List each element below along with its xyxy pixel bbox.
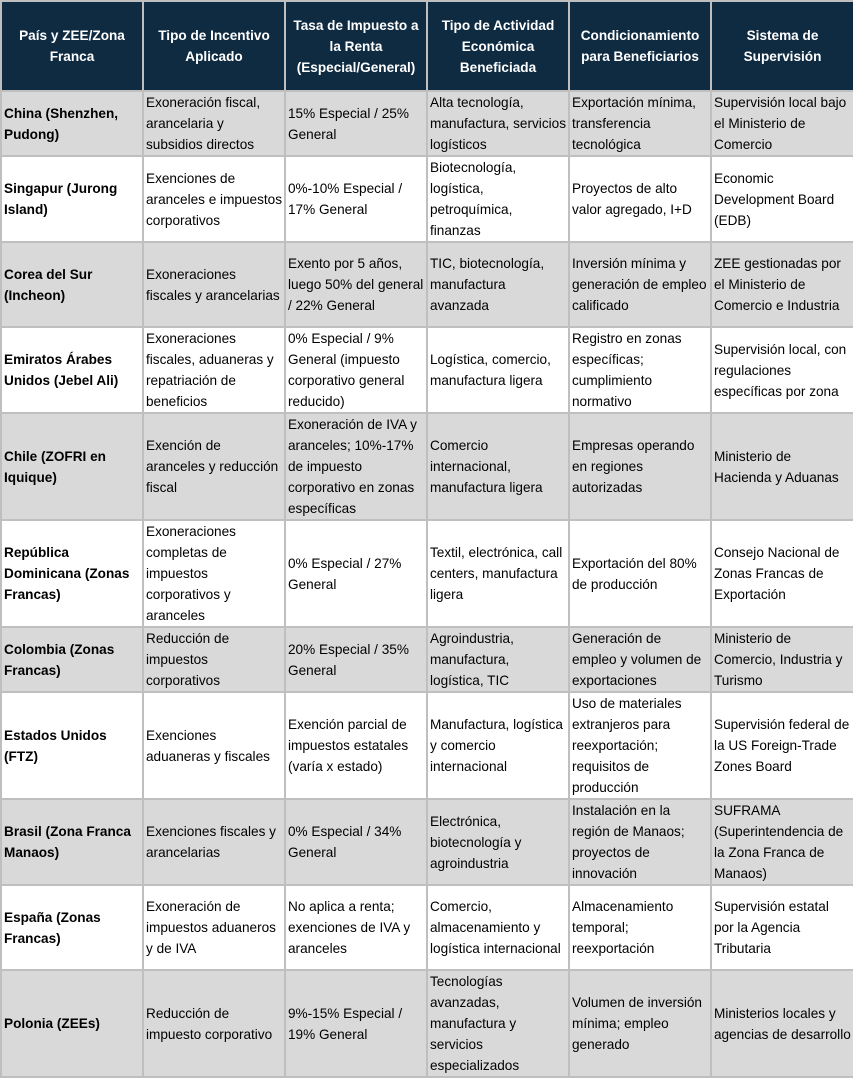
cell-tax-rate: 0% Especial / 34% General	[285, 799, 427, 885]
table-row	[1, 91, 853, 156]
cell-country: Emiratos Árabes Unidos (Jebel Ali)	[1, 327, 143, 413]
table-row	[1, 413, 853, 520]
header-row	[1, 1, 853, 91]
cell-incentive: Exenciones fiscales y arancelarias	[143, 799, 285, 885]
cell-activity: Tecnologías avanzadas, manufactura y servicios especializados	[427, 970, 569, 1077]
cell-conditions: Empresas operando en regiones autorizadas	[569, 413, 711, 520]
cell-country: República Dominicana (Zonas Francas)	[1, 520, 143, 627]
cell-tax-rate: 0% Especial / 27% General	[285, 520, 427, 627]
cell-tax-rate: 15% Especial / 25% General	[285, 91, 427, 156]
cell-supervision: Ministerio de Hacienda y Aduanas	[711, 413, 853, 520]
cell-conditions: Generación de empleo y volumen de exportaciones	[569, 627, 711, 692]
cell-supervision: Supervisión local, con regulaciones específicas por zona	[711, 327, 853, 413]
cell-activity: Alta tecnología, manufactura, servicios logísticos	[427, 91, 569, 156]
table-row	[1, 156, 853, 242]
cell-conditions: Almacenamiento temporal; reexportación	[569, 885, 711, 970]
cell-supervision: Ministerio de Comercio, Industria y Turismo	[711, 627, 853, 692]
cell-activity: Electrónica, biotecnología y agroindustria	[427, 799, 569, 885]
cell-tax-rate: 0% Especial / 9% General (impuesto corporativo general reducido)	[285, 327, 427, 413]
cell-conditions: Exportación mínima, transferencia tecnológica	[569, 91, 711, 156]
table-row	[1, 520, 853, 627]
cell-country: Corea del Sur (Incheon)	[1, 242, 143, 327]
table-row	[1, 692, 853, 799]
header-incentive-type: Tipo de Incentivo Aplicado	[143, 1, 285, 91]
cell-activity: Comercio internacional, manufactura ligera	[427, 413, 569, 520]
table-row	[1, 627, 853, 692]
cell-activity: TIC, biotecnología, manufactura avanzada	[427, 242, 569, 327]
table-row	[1, 799, 853, 885]
table-row	[1, 242, 853, 327]
cell-country: Polonia (ZEEs)	[1, 970, 143, 1077]
cell-country: España (Zonas Francas)	[1, 885, 143, 970]
table-row	[1, 327, 853, 413]
cell-tax-rate: Exención parcial de impuestos estatales (varía x estado)	[285, 692, 427, 799]
cell-incentive: Exenciones de aranceles e impuestos corporativos	[143, 156, 285, 242]
header-activity-type: Tipo de Actividad Económica Beneficiada	[427, 1, 569, 91]
cell-conditions: Proyectos de alto valor agregado, I+D	[569, 156, 711, 242]
cell-conditions: Exportación del 80% de producción	[569, 520, 711, 627]
cell-supervision: Supervisión local bajo el Ministerio de Comercio	[711, 91, 853, 156]
cell-tax-rate: Exento por 5 años, luego 50% del general / 22% General	[285, 242, 427, 327]
cell-country: Singapur (Jurong Island)	[1, 156, 143, 242]
table-row	[1, 885, 853, 970]
cell-country: China (Shenzhen, Pudong)	[1, 91, 143, 156]
cell-activity: Biotecnología, logística, petroquímica, finanzas	[427, 156, 569, 242]
cell-supervision: Ministerios locales y agencias de desarrollo	[711, 970, 853, 1077]
cell-conditions: Inversión mínima y generación de empleo calificado	[569, 242, 711, 327]
header-country: País y ZEE/Zona Franca	[1, 1, 143, 91]
cell-activity: Agroindustria, manufactura, logística, TIC	[427, 627, 569, 692]
cell-supervision: ZEE gestionadas por el Ministerio de Comercio e Industria	[711, 242, 853, 327]
cell-incentive: Exoneración de impuestos aduaneros y de IVA	[143, 885, 285, 970]
cell-tax-rate: 20% Especial / 35% General	[285, 627, 427, 692]
cell-incentive: Reducción de impuestos corporativos	[143, 627, 285, 692]
cell-conditions: Uso de materiales extranjeros para reexportación; requisitos de producción	[569, 692, 711, 799]
cell-incentive: Exenciones aduaneras y fiscales	[143, 692, 285, 799]
cell-conditions: Instalación en la región de Manaos; proyectos de innovación	[569, 799, 711, 885]
cell-tax-rate: 9%-15% Especial / 19% General	[285, 970, 427, 1077]
header-conditions: Condicionamiento para Beneficiarios	[569, 1, 711, 91]
cell-activity: Comercio, almacenamiento y logística internacional	[427, 885, 569, 970]
cell-activity: Textil, electrónica, call centers, manufactura ligera	[427, 520, 569, 627]
cell-tax-rate: 0%-10% Especial / 17% General	[285, 156, 427, 242]
cell-activity: Logística, comercio, manufactura ligera	[427, 327, 569, 413]
cell-tax-rate: Exoneración de IVA y aranceles; 10%-17% de impuesto corporativo en zonas específicas	[285, 413, 427, 520]
cell-country: Estados Unidos (FTZ)	[1, 692, 143, 799]
cell-country: Brasil (Zona Franca Manaos)	[1, 799, 143, 885]
cell-tax-rate: No aplica a renta; exenciones de IVA y aranceles	[285, 885, 427, 970]
cell-supervision: Economic Development Board (EDB)	[711, 156, 853, 242]
header-supervision: Sistema de Supervisión	[711, 1, 853, 91]
cell-country: Colombia (Zonas Francas)	[1, 627, 143, 692]
cell-incentive: Exoneración fiscal, arancelaria y subsidios directos	[143, 91, 285, 156]
cell-supervision: Consejo Nacional de Zonas Francas de Exportación	[711, 520, 853, 627]
cell-incentive: Exoneraciones fiscales, aduaneras y repatriación de beneficios	[143, 327, 285, 413]
cell-conditions: Registro en zonas específicas; cumplimiento normativo	[569, 327, 711, 413]
cell-supervision: SUFRAMA (Superintendencia de la Zona Franca de Manaos)	[711, 799, 853, 885]
cell-incentive: Exoneraciones fiscales y arancelarias	[143, 242, 285, 327]
header-tax-rate: Tasa de Impuesto a la Renta (Especial/General)	[285, 1, 427, 91]
cell-activity: Manufactura, logística y comercio internacional	[427, 692, 569, 799]
cell-country: Chile (ZOFRI en Iquique)	[1, 413, 143, 520]
cell-incentive: Reducción de impuesto corporativo	[143, 970, 285, 1077]
cell-conditions: Volumen de inversión mínima; empleo generado	[569, 970, 711, 1077]
cell-supervision: Supervisión estatal por la Agencia Tributaria	[711, 885, 853, 970]
cell-incentive: Exoneraciones completas de impuestos corporativos y aranceles	[143, 520, 285, 627]
table-row	[1, 970, 853, 1077]
cell-supervision: Supervisión federal de la US Foreign-Trade Zones Board	[711, 692, 853, 799]
cell-incentive: Exención de aranceles y reducción fiscal	[143, 413, 285, 520]
